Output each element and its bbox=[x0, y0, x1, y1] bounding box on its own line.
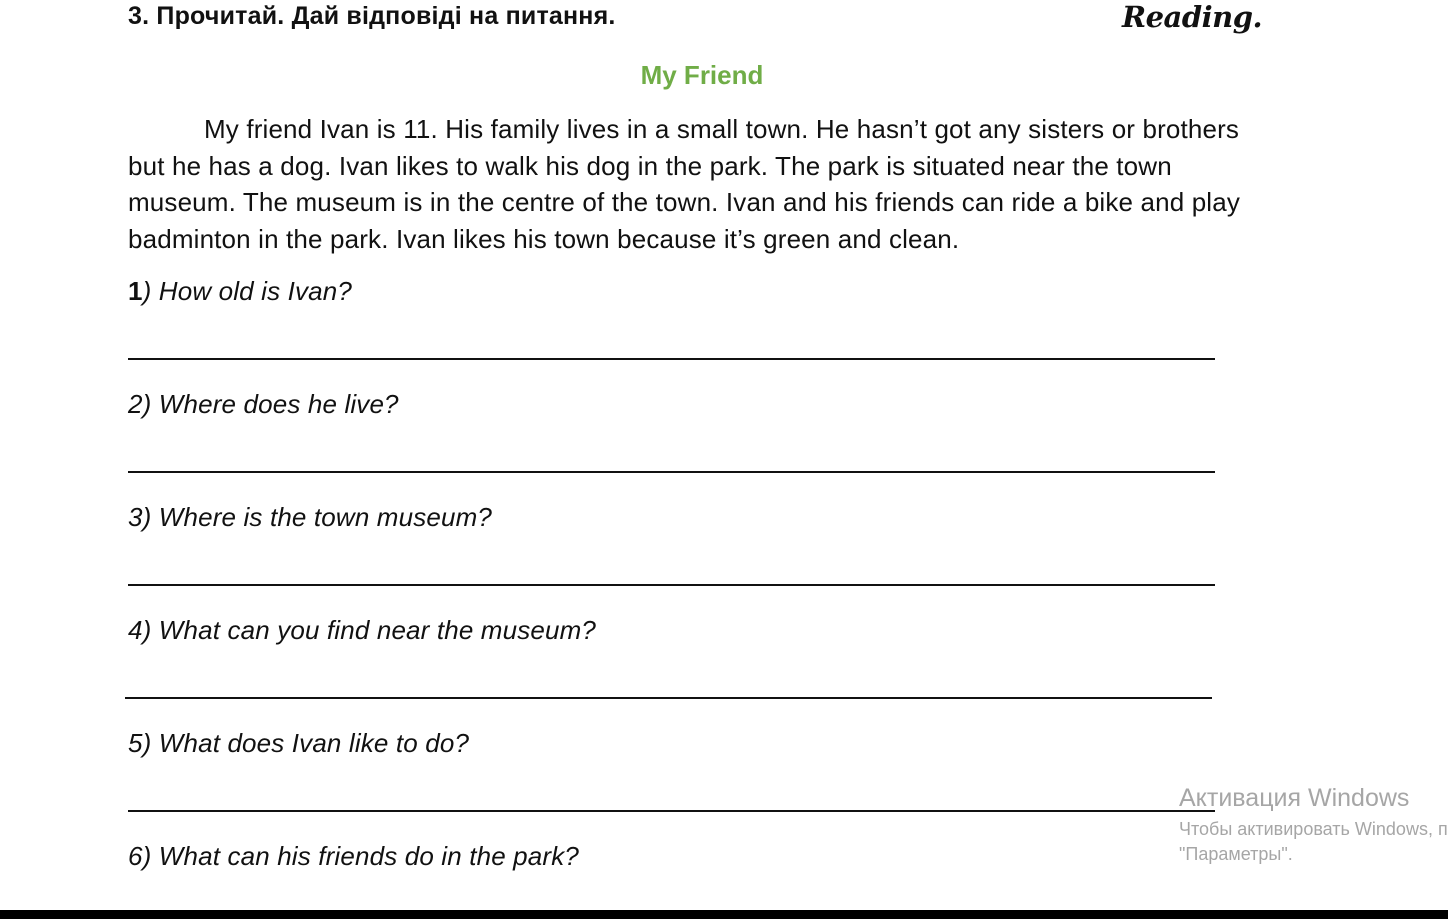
story-title: My Friend bbox=[640, 60, 764, 90]
answer-line-3[interactable] bbox=[128, 584, 1215, 586]
question-text: ) How old is Ivan? bbox=[142, 276, 352, 306]
answer-line-2[interactable] bbox=[128, 471, 1215, 473]
question-2 bbox=[128, 389, 399, 420]
question-text: 6) What can his friends do in the park? bbox=[128, 841, 579, 871]
question-number: 1 bbox=[128, 276, 143, 306]
question-text: 3) Where is the town museum? bbox=[128, 502, 493, 532]
bottom-bar bbox=[0, 910, 1448, 919]
question-6 bbox=[128, 841, 579, 872]
story-text: My friend Ivan is 11. His family lives in a small town. He hasn’t got any sisters or brothers but he has a dog. Ivan likes to walk his dog in the park. The park is situated near the town museum. The museum is in the centre of the town. Ivan and his friends can ride a bike and play badminton in the park. Ivan likes his town because it’s green and clean. bbox=[128, 114, 1240, 254]
answer-line-1[interactable] bbox=[128, 358, 1215, 360]
windows-activation-line2: "Параметры". bbox=[1179, 844, 1293, 864]
question-5 bbox=[128, 728, 469, 759]
question-text: 5) What does Ivan like to do? bbox=[128, 728, 470, 758]
question-3 bbox=[128, 502, 492, 533]
answer-line-4[interactable] bbox=[125, 697, 1212, 699]
task-heading: 3. Прочитай. Дай відповіді на питання. bbox=[128, 2, 616, 30]
windows-activation-title: Активация Windows bbox=[1179, 784, 1410, 812]
question-text: 4) What can you find near the museum? bbox=[128, 615, 597, 645]
windows-activation-line1: Чтобы активировать Windows, п bbox=[1179, 819, 1448, 839]
answer-line-5[interactable] bbox=[128, 810, 1215, 812]
question-1 bbox=[128, 276, 352, 307]
question-4 bbox=[128, 615, 596, 646]
section-label: Reading. bbox=[1122, 0, 1263, 34]
question-text: 2) Where does he live? bbox=[128, 389, 399, 419]
